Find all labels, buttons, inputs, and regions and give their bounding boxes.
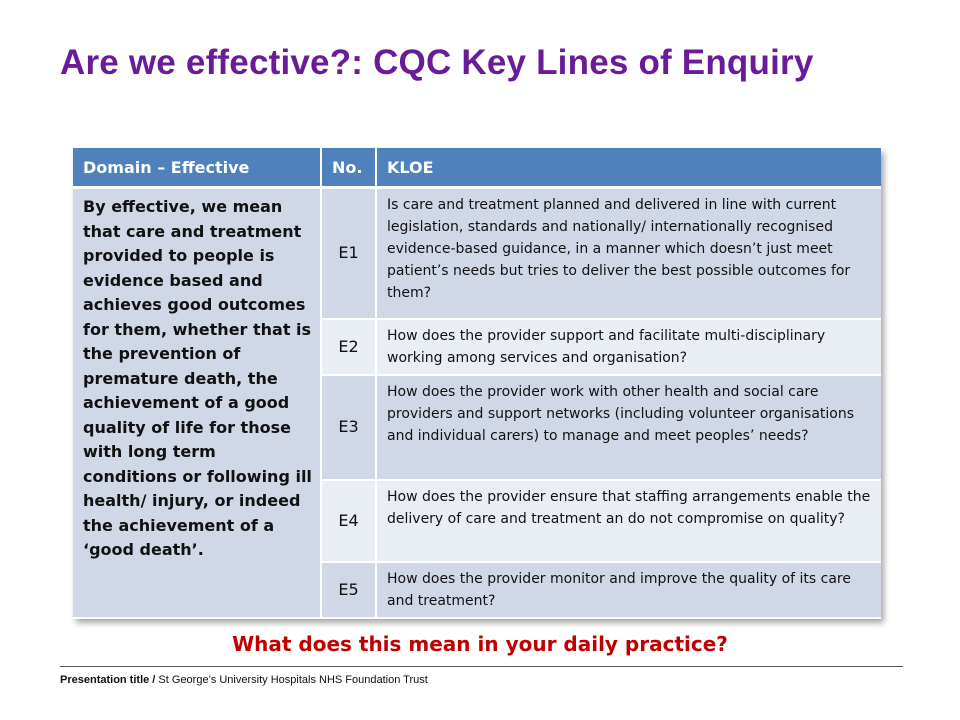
footer-label: Presentation title /: [60, 674, 156, 686]
kloe-text: How does the provider ensure that staffing arrangements enable the delivery of care and treatment an do not compromise on quality?: [376, 480, 881, 562]
kloe-number: E5: [321, 562, 376, 618]
slide-title: Are we effective?: CQC Key Lines of Enquiry: [60, 43, 814, 82]
table-row: [73, 188, 881, 319]
footer: [60, 674, 428, 686]
kloe-text: How does the provider work with other health and social care providers and support networks (including volunteer organisations and individual carers) to manage and meet peoples’ needs?: [376, 375, 881, 480]
kloe-text: Is care and treatment planned and delivered in line with current legislation, standards and nationally/ internationally recognised evidence-based guidance, in a manner which doesn’t just meet patient’s needs but tries to deliver the best possible outcomes for them?: [376, 188, 881, 319]
header-domain: Domain – Effective: [73, 148, 321, 188]
footer-divider: [60, 666, 903, 667]
kloe-text: How does the provider monitor and improve the quality of its care and treatment?: [376, 562, 881, 618]
header-kloe: KLOE: [376, 148, 881, 188]
kloe-number: E2: [321, 319, 376, 375]
domain-description: By effective, we mean that care and treatment provided to people is evidence based and achieves good outcomes for them, whether that is the prevention of premature death, the achievement of a good quality of life for those with long term conditions or following ill health/ injury, or indeed the achievement of a ‘good death’.: [73, 188, 321, 618]
kloe-text: How does the provider support and facilitate multi-disciplinary working among services and organisation?: [376, 319, 881, 375]
header-no: No.: [321, 148, 376, 188]
footer-organisation: St George’s University Hospitals NHS Foundation Trust: [158, 674, 428, 686]
practice-question: What does this mean in your daily practice?: [232, 632, 728, 656]
kloe-number: E1: [321, 188, 376, 319]
kloe-table: [73, 148, 881, 619]
table-header-row: [73, 148, 881, 188]
kloe-number: E4: [321, 480, 376, 562]
kloe-number: E3: [321, 375, 376, 480]
